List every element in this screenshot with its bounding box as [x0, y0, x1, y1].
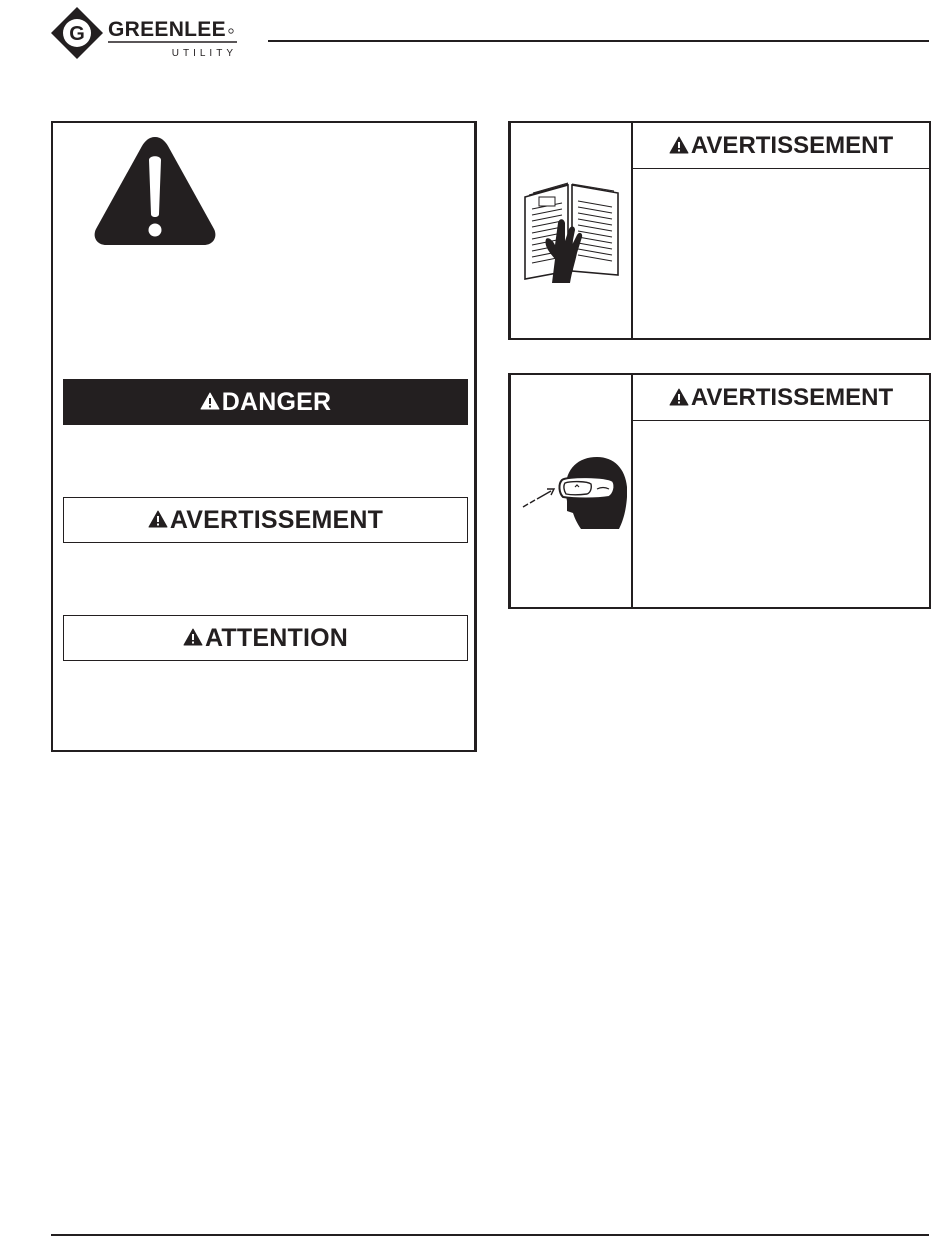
warning-triangle-icon [148, 510, 168, 528]
svg-text:UTILITY: UTILITY [171, 48, 237, 59]
svg-text:GREENLEE: GREENLEE [108, 18, 226, 41]
exclamation-triangle-icon [91, 133, 219, 247]
warning-header [633, 123, 929, 169]
warning-box-eye-protection [508, 373, 931, 609]
caution-label: ATTENTION [205, 623, 348, 652]
warning-label: AVERTISSEMENT [169, 505, 384, 534]
danger-label: DANGER [221, 387, 332, 416]
warning-triangle-icon [669, 388, 689, 406]
warning-triangle-icon [183, 628, 203, 646]
warning-icon-cell [511, 123, 633, 338]
read-manual-icon [522, 179, 624, 283]
warning-box-read-manual [508, 121, 931, 340]
warning-triangle-icon [669, 136, 689, 154]
header-rule [268, 40, 929, 42]
warning-header [633, 375, 929, 421]
warning-triangle-icon [200, 392, 220, 410]
danger-signal-word [63, 379, 468, 425]
eye-protection-icon [517, 453, 627, 533]
svg-text:G: G [69, 23, 85, 45]
warning-header-label: AVERTISSEMENT [690, 131, 894, 159]
warning-signal-word [63, 497, 468, 543]
safety-symbols-panel [51, 121, 477, 752]
warning-icon-cell [511, 375, 633, 607]
footer-rule [51, 1234, 929, 1236]
warning-header-label: AVERTISSEMENT [690, 383, 894, 411]
caution-signal-word [63, 615, 468, 661]
greenlee-utility-logo [50, 6, 245, 60]
